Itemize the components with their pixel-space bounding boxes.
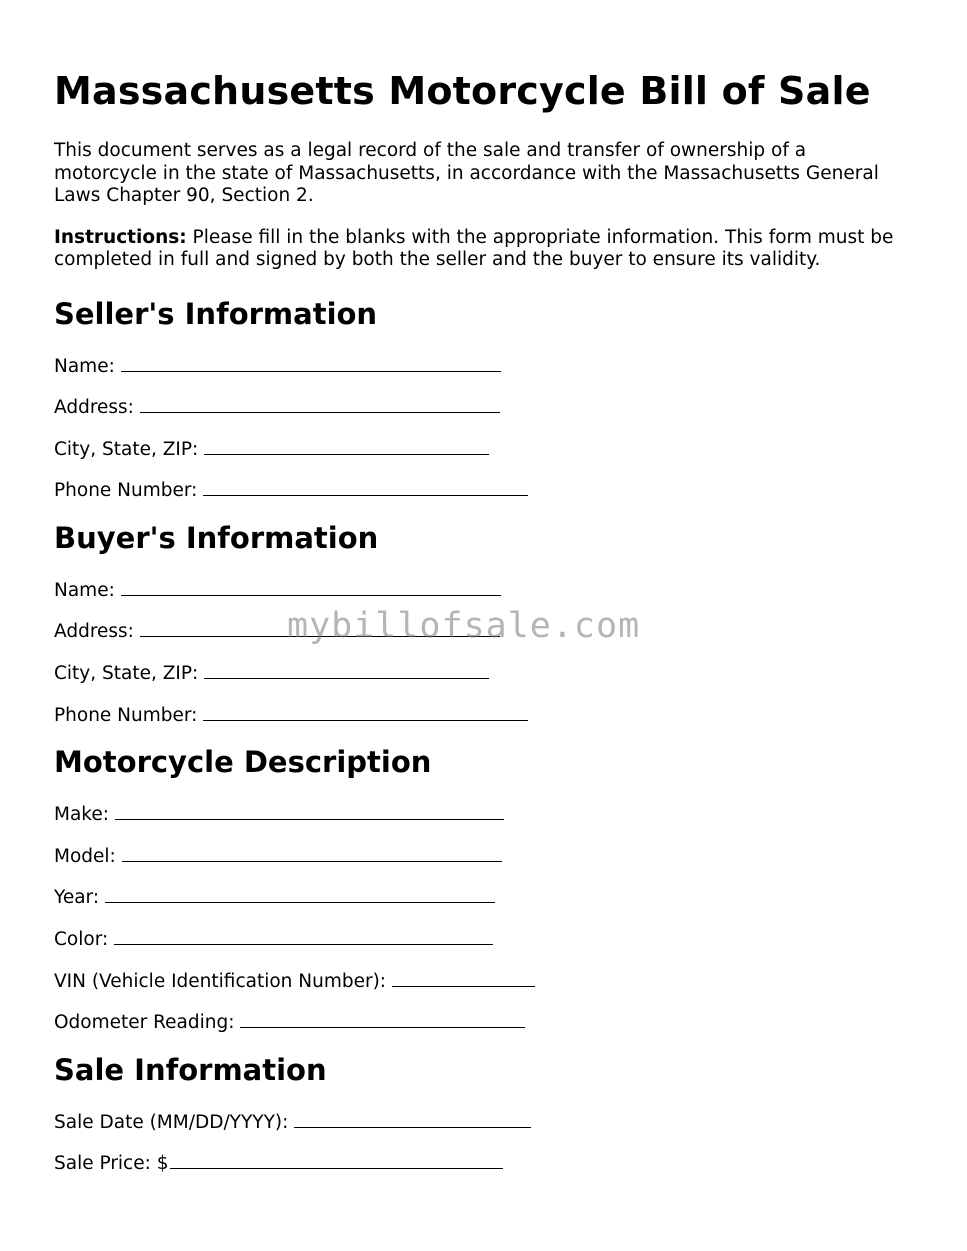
buyer-phone-field [54, 703, 924, 725]
seller-address-label: Address: [54, 397, 134, 419]
instructions-paragraph [54, 227, 919, 272]
buyer-heading: Buyer's Information [54, 520, 379, 555]
seller-name-blank[interactable] [121, 354, 501, 372]
color-field [54, 927, 924, 949]
buyer-name-field [54, 578, 924, 600]
sale-date-blank[interactable] [294, 1110, 531, 1128]
odometer-field [54, 1010, 924, 1032]
motorcycle-heading: Motorcycle Description [54, 745, 432, 780]
odometer-label: Odometer Reading: [54, 1012, 235, 1034]
sale-section [54, 1052, 924, 1174]
year-field [54, 885, 924, 907]
sale-date-label: Sale Date (MM/DD/YYYY): [54, 1111, 289, 1133]
model-blank[interactable] [122, 844, 502, 862]
seller-city-label: City, State, ZIP: [54, 438, 199, 460]
model-label: Model: [54, 845, 116, 867]
page-title: Massachusetts Motorcycle Bill of Sale [54, 69, 871, 113]
sale-price-field [54, 1151, 924, 1173]
intro-paragraph: This document serves as a legal record of the sale and transfer of ownership of a motorcycle in the state of Massachusetts, in accordance with the Massachusetts General Laws Chapter 90, Section 2. [54, 140, 879, 206]
year-blank[interactable] [105, 885, 495, 903]
seller-section [54, 296, 924, 501]
seller-city-blank[interactable] [204, 437, 489, 455]
seller-phone-blank[interactable] [203, 478, 528, 496]
sale-heading: Sale Information [54, 1052, 327, 1087]
seller-city-field [54, 437, 924, 459]
watermark: mybillofsale.com [287, 606, 641, 646]
sale-date-field [54, 1110, 924, 1132]
buyer-name-blank[interactable] [121, 578, 501, 596]
instructions-text: Please fill in the blanks with the appropriate information. This form must be completed in full and signed by both the seller and the buyer to ensure its validity. [54, 226, 894, 270]
buyer-phone-label: Phone Number: [54, 704, 198, 726]
vin-blank[interactable] [392, 969, 535, 987]
seller-address-blank[interactable] [140, 395, 500, 413]
odometer-blank[interactable] [240, 1010, 525, 1028]
buyer-city-field [54, 661, 924, 683]
make-blank[interactable] [115, 802, 504, 820]
buyer-phone-blank[interactable] [203, 703, 528, 721]
seller-heading: Seller's Information [54, 296, 378, 331]
color-label: Color: [54, 929, 109, 951]
seller-phone-field [54, 478, 924, 500]
buyer-city-label: City, State, ZIP: [54, 663, 199, 685]
instructions-label: Instructions: [54, 226, 187, 248]
sale-price-label: Sale Price: $ [54, 1153, 169, 1175]
seller-address-field [54, 395, 924, 417]
year-label: Year: [54, 887, 100, 909]
color-blank[interactable] [114, 927, 493, 945]
make-label: Make: [54, 804, 109, 826]
model-field [54, 844, 924, 866]
seller-name-label: Name: [54, 355, 115, 377]
motorcycle-section [54, 744, 924, 1032]
buyer-city-blank[interactable] [204, 661, 489, 679]
seller-name-field [54, 354, 924, 376]
make-field [54, 802, 924, 824]
buyer-address-label: Address: [54, 621, 134, 643]
vin-field [54, 969, 924, 991]
vin-label: VIN (Vehicle Identification Number): [54, 970, 387, 992]
buyer-name-label: Name: [54, 579, 115, 601]
sale-price-blank[interactable] [170, 1151, 503, 1169]
seller-phone-label: Phone Number: [54, 480, 198, 502]
